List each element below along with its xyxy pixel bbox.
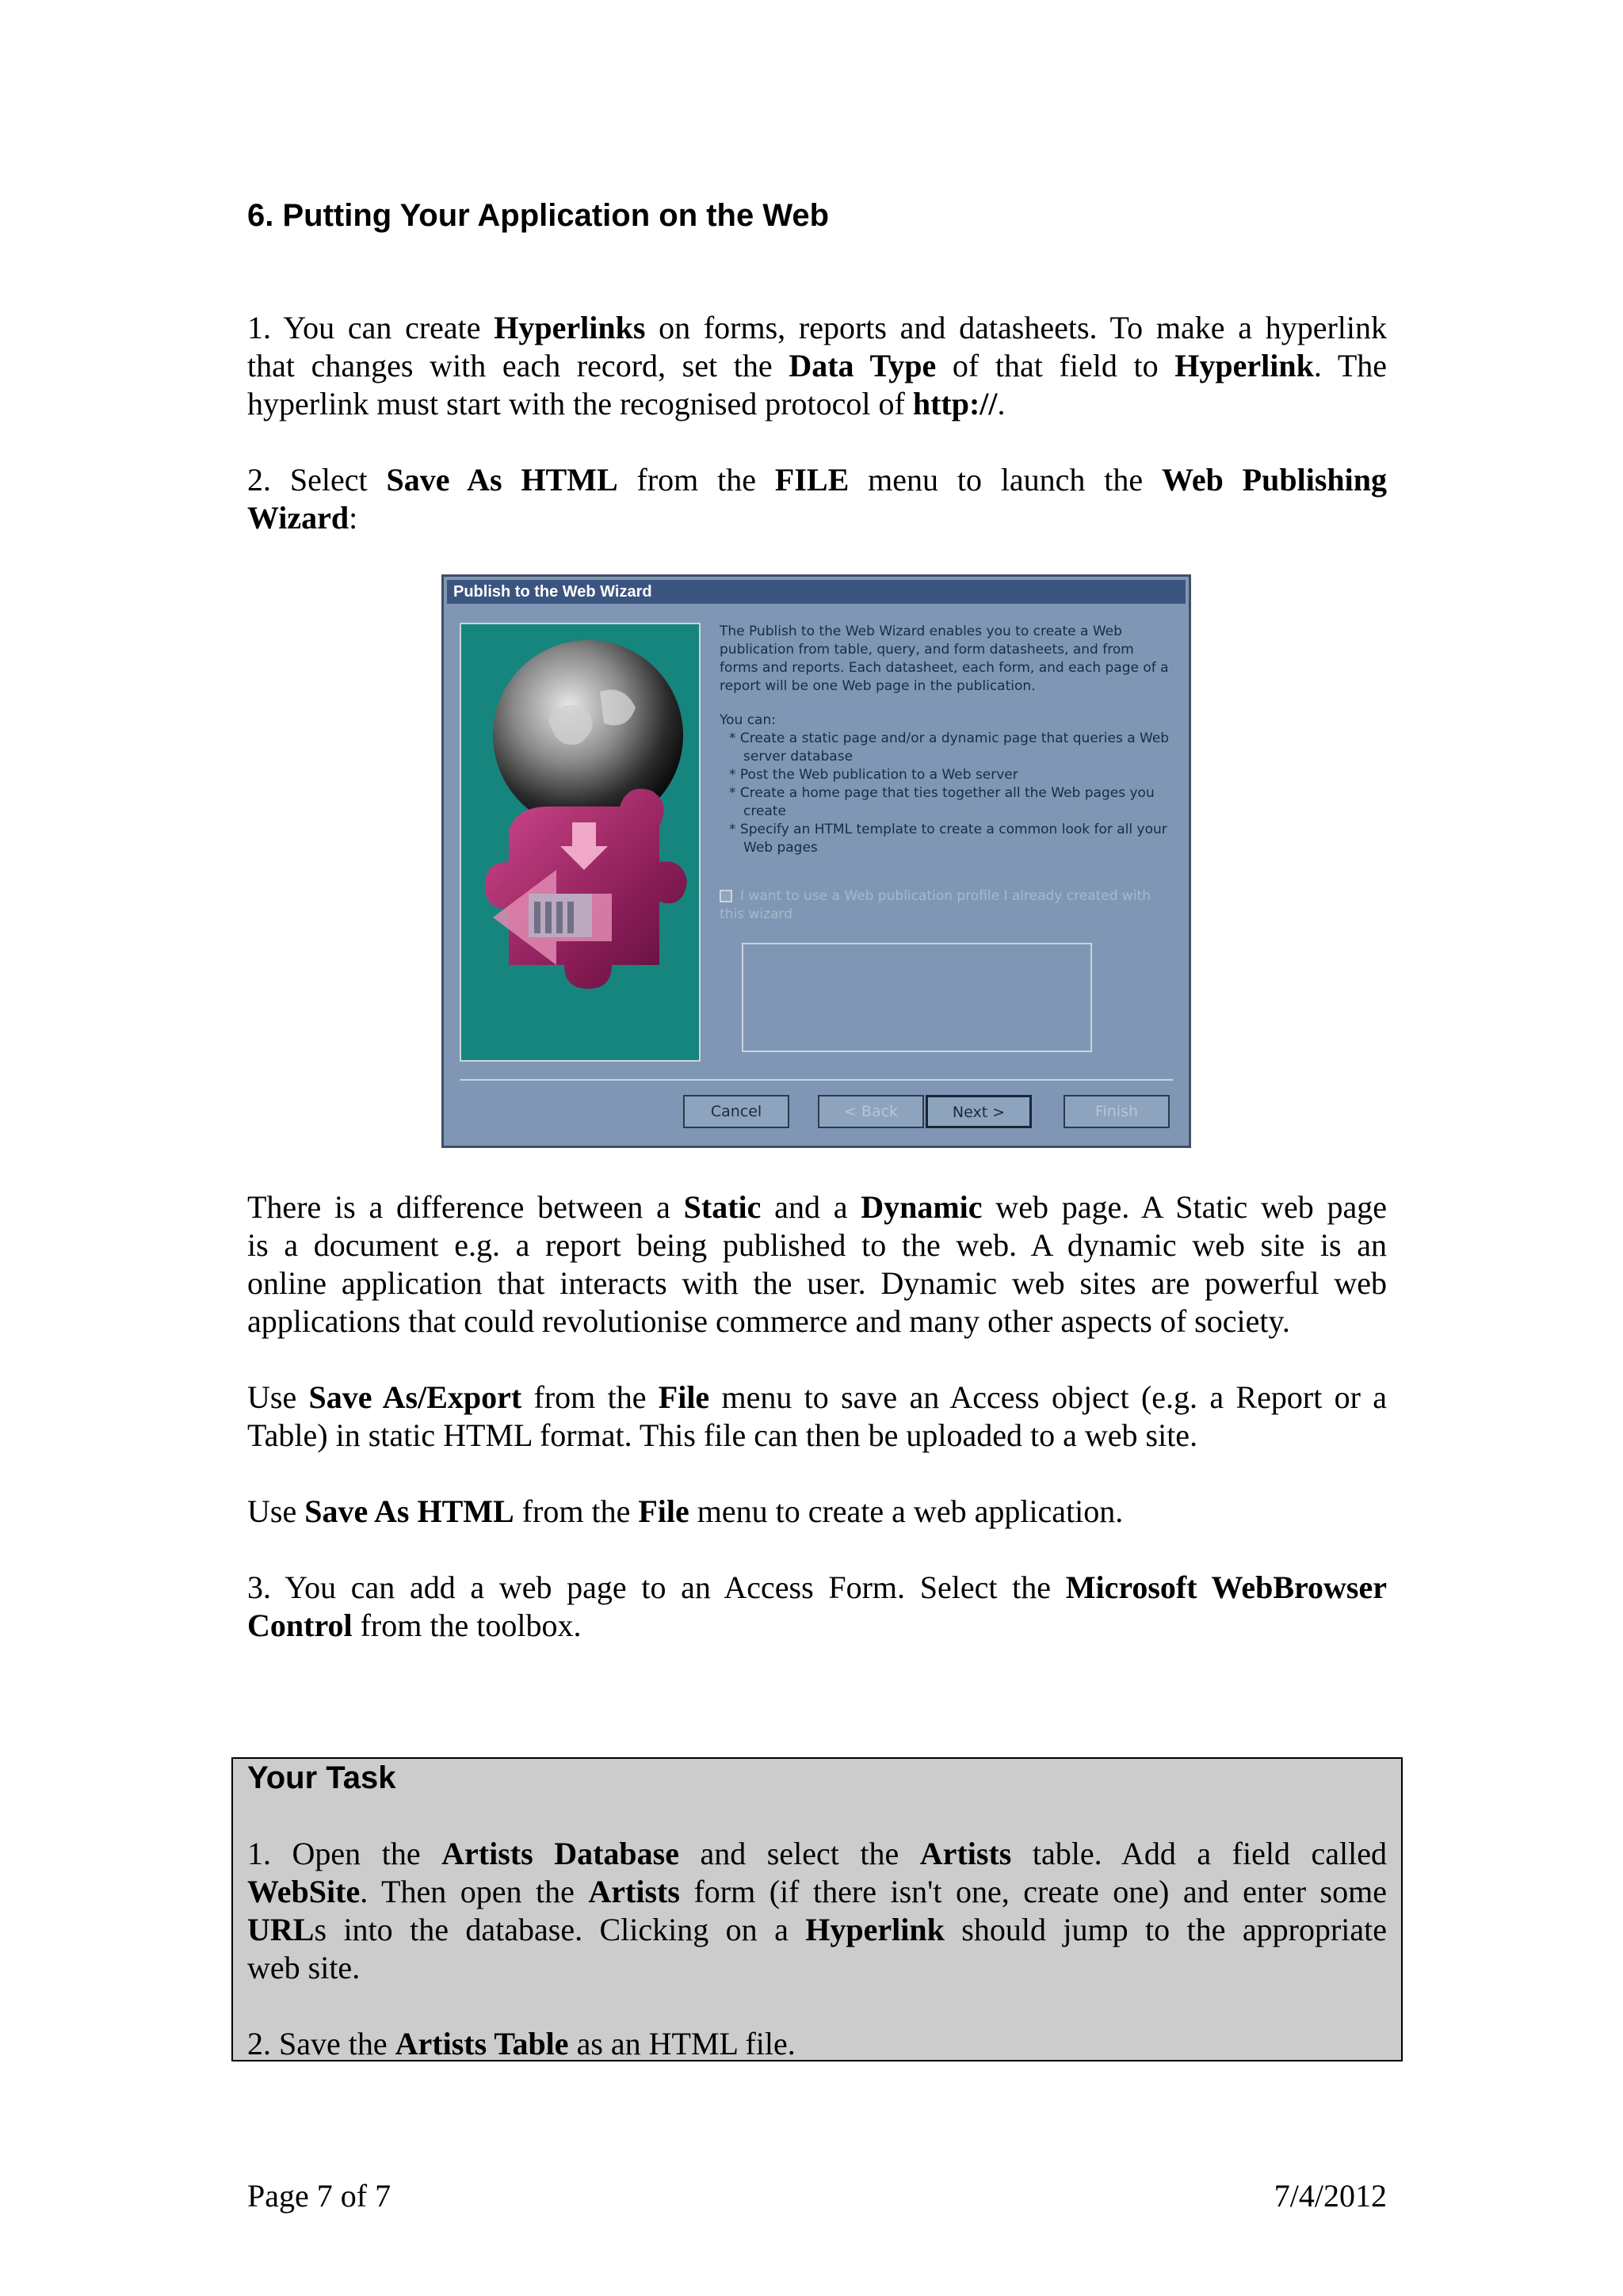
- text-line: [247, 347, 1387, 385]
- text-run: table. Add a field called: [1011, 1836, 1387, 1871]
- text-run: 2. Select: [247, 462, 387, 498]
- text-run: . The: [1313, 348, 1388, 383]
- text-run: applications that could revolutionise commerce and many other aspects of society.: [247, 1303, 1290, 1339]
- bold-term: Save As HTML: [304, 1493, 514, 1529]
- bold-term: http://: [912, 386, 998, 421]
- wizard-globe-puzzle-image: [460, 623, 701, 1062]
- wizard-feature-item: * Specify an HTML template to create a common look for all your Web pages: [729, 822, 1167, 856]
- text-run: web site.: [247, 1950, 361, 1985]
- wizard-separator: [460, 1079, 1173, 1081]
- text-run: that changes with each record, set the: [247, 348, 789, 383]
- publish-wizard-screenshot: [441, 574, 1191, 1148]
- bold-term: Artists Table: [395, 2026, 569, 2061]
- text-run: form (if there isn't one, create one) and enter some: [679, 1874, 1387, 1909]
- bold-term: Static: [683, 1189, 762, 1225]
- text-run: should jump to the appropriate: [944, 1912, 1387, 1947]
- wizard-you-can-label: You can:: [720, 712, 776, 728]
- paragraph-save-as-export: [247, 1379, 1387, 1455]
- task-item-1: [247, 1835, 1387, 1987]
- text-line: [247, 2025, 1387, 2063]
- wizard-cancel-button[interactable]: Cancel: [683, 1095, 789, 1128]
- text-run: menu to launch the: [849, 462, 1163, 498]
- text-run: from the: [514, 1493, 639, 1529]
- bold-term: Data Type: [789, 348, 937, 383]
- text-run: s into the database. Clicking on a: [314, 1912, 806, 1947]
- bold-term: Dynamic: [861, 1189, 983, 1225]
- text-run: 1. You can create: [247, 310, 495, 345]
- task-title: Your Task: [247, 1760, 396, 1795]
- text-run: and a: [761, 1189, 861, 1225]
- text-line: [247, 1379, 1387, 1417]
- text-line: [247, 1835, 1387, 1873]
- bold-term: Control: [247, 1608, 353, 1643]
- bold-term: FILE: [774, 462, 850, 498]
- bold-term: Artists: [588, 1874, 680, 1909]
- paragraph-static-dynamic: [247, 1188, 1387, 1341]
- text-run: from the: [521, 1379, 659, 1415]
- bold-term: Hyperlink: [805, 1912, 945, 1947]
- bold-term: Save As HTML: [386, 462, 618, 498]
- wizard-description: [720, 623, 1171, 857]
- text-run: There is a difference between a: [247, 1189, 684, 1225]
- task-item-2: [247, 2025, 1387, 2063]
- wizard-back-button[interactable]: < Back: [818, 1095, 924, 1128]
- text-run: menu to create a web application.: [689, 1493, 1124, 1529]
- text-run: of that field to: [936, 348, 1175, 383]
- text-run: on forms, reports and datasheets. To make a hyperlink: [645, 310, 1388, 345]
- text-run: and select the: [678, 1836, 920, 1871]
- text-run: :: [349, 500, 358, 536]
- text-line: [247, 309, 1387, 347]
- bold-term: Artists Database: [441, 1836, 679, 1871]
- text-line: [247, 1493, 1387, 1531]
- wizard-intro-text: The Publish to the Web Wizard enables you to create a Web publication from table, query, and form datasheets, and from forms and reports. Each datasheet, each form, and each page of a report will be one Web page in the publication.: [720, 624, 1169, 694]
- text-run: as an HTML file.: [568, 2026, 796, 2061]
- wizard-title-bar: Publish to the Web Wizard: [447, 580, 1186, 604]
- wizard-profile-listbox[interactable]: [742, 943, 1092, 1052]
- bold-term: URL: [247, 1912, 315, 1947]
- text-line: [247, 1417, 1387, 1455]
- text-run: online application that interacts with the user. Dynamic web sites are powerful web: [247, 1265, 1387, 1301]
- bold-term: File: [638, 1493, 689, 1529]
- text-run: from the: [617, 462, 775, 498]
- text-line: [247, 1873, 1387, 1911]
- text-run: . Then open the: [360, 1874, 589, 1909]
- bold-term: Save As/Export: [308, 1379, 522, 1415]
- paragraph-webbrowser-control: [247, 1569, 1387, 1645]
- wizard-finish-button[interactable]: Finish: [1064, 1095, 1170, 1128]
- text-run: .: [997, 386, 1006, 421]
- text-run: hyperlink must start with the recognised protocol of: [247, 386, 913, 421]
- wizard-next-button[interactable]: Next >: [926, 1095, 1032, 1128]
- bold-term: Wizard: [247, 500, 349, 536]
- paragraph-save-as-html: [247, 461, 1387, 537]
- text-line: [247, 1188, 1387, 1226]
- text-line: [247, 1264, 1387, 1302]
- wizard-profile-checkbox[interactable]: [720, 890, 732, 902]
- text-run: Use: [247, 1493, 305, 1529]
- section-heading: 6. Putting Your Application on the Web: [247, 198, 830, 233]
- text-run: Use: [247, 1379, 309, 1415]
- footer-date: 7/4/2012: [1274, 2178, 1387, 2214]
- text-line: [247, 499, 1387, 537]
- text-line: [247, 1569, 1387, 1607]
- wizard-profile-checkbox-row: [720, 887, 1171, 924]
- wizard-feature-item: * Create a static page and/or a dynamic page that queries a Web server database: [729, 730, 1170, 765]
- text-run: 2. Save the: [247, 2026, 395, 2061]
- wizard-feature-item: * Create a home page that ties together all the Web pages you create: [729, 785, 1155, 819]
- text-line: [247, 1226, 1387, 1264]
- text-line: [247, 385, 1387, 423]
- wizard-feature-list: [720, 730, 1171, 857]
- text-run: 3. You can add a web page to an Access Form. Select the: [247, 1569, 1066, 1605]
- text-line: [247, 461, 1387, 499]
- bold-term: Web Publishing: [1162, 462, 1388, 498]
- bold-term: WebSite: [247, 1874, 361, 1909]
- paragraph-save-as-html-web-app: [247, 1493, 1387, 1531]
- text-line: [247, 1949, 1387, 1987]
- text-run: web page. A Static web page: [982, 1189, 1387, 1225]
- bold-term: Artists: [919, 1836, 1012, 1871]
- text-line: [247, 1911, 1387, 1949]
- text-line: [247, 1302, 1387, 1341]
- text-run: 1. Open the: [247, 1836, 442, 1871]
- wizard-feature-item: * Post the Web publication to a Web server: [729, 767, 1018, 783]
- text-line: [247, 1607, 1387, 1645]
- bold-term: Hyperlink: [1174, 348, 1314, 383]
- footer-page-number: Page 7 of 7: [247, 2178, 391, 2214]
- wizard-profile-checkbox-label: I want to use a Web publication profile I already created with this wizard: [720, 888, 1151, 922]
- bold-term: Hyperlinks: [494, 310, 646, 345]
- text-run: menu to save an Access object (e.g. a Report or a: [709, 1379, 1388, 1415]
- bold-term: File: [658, 1379, 710, 1415]
- text-run: from the toolbox.: [352, 1608, 582, 1643]
- text-run: Table) in static HTML format. This file can then be uploaded to a web site.: [247, 1417, 1198, 1453]
- paragraph-hyperlinks: [247, 309, 1387, 423]
- bold-term: Microsoft WebBrowser: [1065, 1569, 1387, 1605]
- text-run: is a document e.g. a report being published to the web. A dynamic web site is an: [247, 1227, 1387, 1263]
